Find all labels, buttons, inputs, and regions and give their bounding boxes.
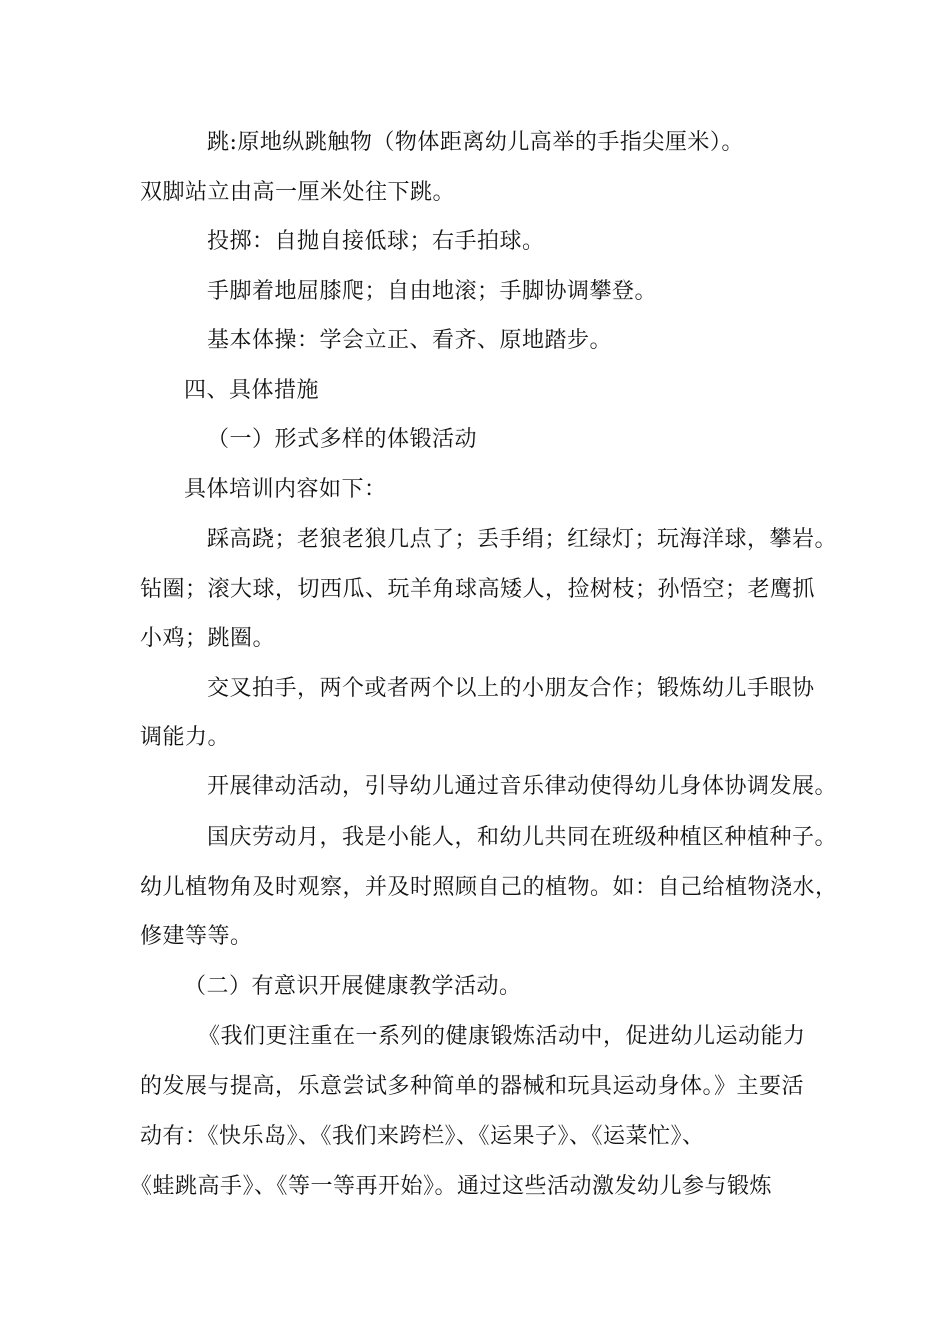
paragraph-line: 开展律动活动，引导幼儿通过音乐律动使得幼儿身体协调发展。: [207, 774, 838, 799]
paragraph-line: 双脚站立由高一厘米处往下跳。: [140, 180, 456, 205]
subsection-heading: （二）有意识开展健康教学活动。: [184, 974, 522, 999]
paragraph-line: 幼儿植物角及时观察，并及时照顾自己的植物。如：自己给植物浇水，: [140, 875, 838, 900]
paragraph-line: 国庆劳动月，我是小能人，和幼儿共同在班级种植区种植种子。: [207, 825, 838, 850]
paragraph-line: 小鸡；跳圈。: [140, 626, 276, 651]
paragraph-line: 手脚着地屈膝爬；自由地滚；手脚协调攀登。: [207, 279, 658, 304]
paragraph-line: 动有：《快乐岛》、《我们来跨栏》、《运果子》、《运菜忙》、: [140, 1124, 705, 1149]
paragraph-line: 投掷：自抛自接低球；右手拍球。: [207, 229, 545, 254]
paragraph-line: 交叉拍手，两个或者两个以上的小朋友合作；锻炼幼儿手眼协: [207, 676, 815, 701]
paragraph-line: 《蛙跳高手》、《等一等再开始》。通过这些活动激发幼儿参与锻炼: [130, 1174, 773, 1199]
section-heading: 四、具体措施: [184, 378, 320, 403]
paragraph-line: 《我们更注重在一系列的健康锻炼活动中，促进幼儿运动能力: [198, 1024, 806, 1049]
paragraph-line: 修建等等。: [140, 924, 253, 949]
paragraph-line: 踩高跷；老狼老狼几点了；丢手绢；红绿灯；玩海洋球，攀岩。: [207, 527, 838, 552]
paragraph-line: 调能力。: [140, 725, 231, 750]
paragraph-line: 具体培训内容如下：: [184, 477, 387, 502]
paragraph-line: 跳:原地纵跳触物（物体距离幼儿高举的手指尖厘米）。: [207, 130, 744, 155]
subsection-heading: （一）形式多样的体锻活动: [207, 427, 478, 452]
paragraph-line: 基本体操：学会立正、看齐、原地踏步。: [207, 328, 613, 353]
paragraph-line: 钻圈；滚大球，切西瓜、玩羊角球高矮人，捡树枝；孙悟空；老鹰抓: [140, 577, 816, 602]
paragraph-line: 的发展与提高，乐意尝试多种简单的器械和玩具运动身体。》主要活: [140, 1074, 805, 1099]
